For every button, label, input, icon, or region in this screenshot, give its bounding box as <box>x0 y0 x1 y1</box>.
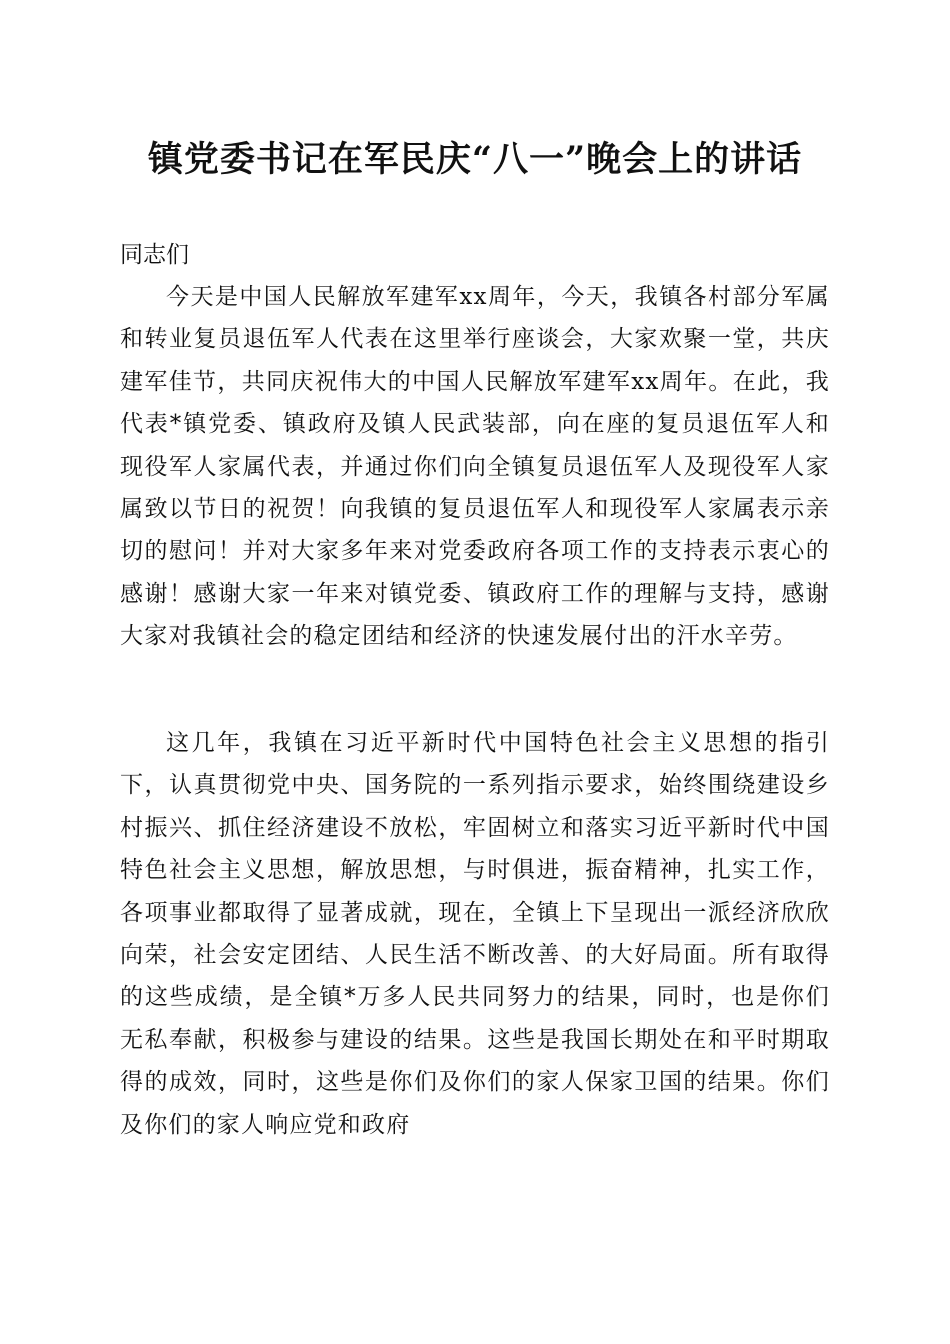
paragraph-1: 今天是中国人民解放军建军xx周年，今天，我镇各村部分军属和转业复员退伍军人代表在这里举行座谈会，大家欢聚一堂，共庆建军佳节，共同庆祝伟大的中国人民解放军建军xx周年。在此，我代表*镇党委、镇政府及镇人民武装部，向在座的复员退伍军人和现役军人家属代表，并通过你们向全镇复员退伍军人及现役军人家属致以节日的祝贺！向我镇的复员退伍军人和现役军人家属表示亲切的慰问！并对大家多年来对党委政府各项工作的支持表示衷心的感谢！感谢大家一年来对镇党委、镇政府工作的理解与支持，感谢大家对我镇社会的稳定团结和经济的快速发展付出的汗水辛劳。 <box>120 284 830 650</box>
greeting: 同志们 <box>120 242 189 268</box>
document-title: 镇党委书记在军民庆“八一”晚会上的讲话 <box>147 139 803 180</box>
paragraph-2: 这几年，我镇在习近平新时代中国特色社会主义思想的指引下，认真贯彻党中央、国务院的一系列指示要求，始终围绕建设乡村振兴、抓住经济建设不放松，牢固树立和落实习近平新时代中国特色社会主义思想，解放思想，与时俱进，振奋精神，扎实工作，各项事业都取得了显著成就，现在，全镇上下呈现出一派经济欣欣向荣，社会安定团结、人民生活不断改善、的大好局面。所有取得的这些成绩，是全镇*万多人民共同努力的结果，同时，也是你们无私奉献，积极参与建设的结果。这些是我国长期处在和平时期取得的成效，同时，这些是你们及你们的家人保家卫国的结果。你们及你们的家人响应党和政府 <box>120 730 830 1138</box>
